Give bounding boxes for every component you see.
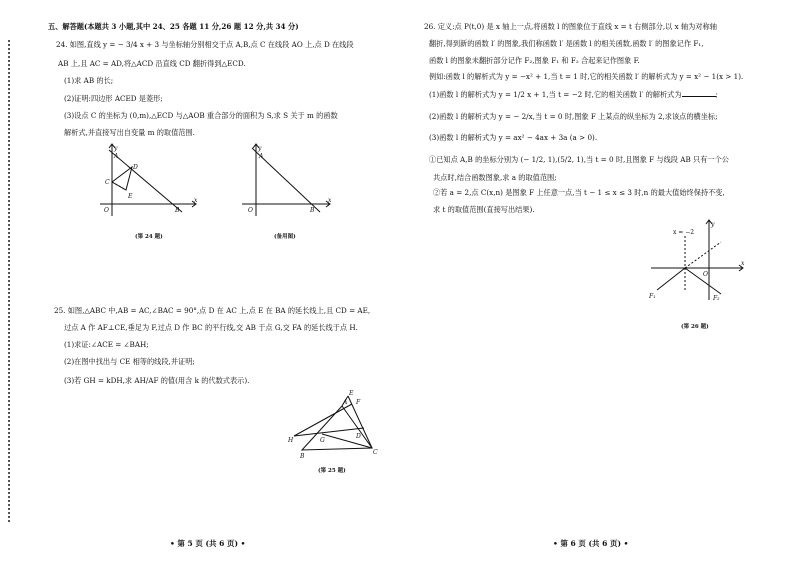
q26-line-11: 求 t 的取值范围(直接写出结果). xyxy=(433,205,535,214)
point-h-label: H xyxy=(288,437,294,444)
right-page xyxy=(397,0,794,562)
y-axis-label: y xyxy=(114,145,118,152)
q24-line-2: AB 上,且 AC = AD,将△ACD 沿直线 CD 翻折得到△ECD. xyxy=(58,59,246,68)
q25-line-5: (3)若 GH = kDH,求 AH/AF 的值(用含 k 的代数式表示). xyxy=(64,376,250,385)
q24-backup-figure xyxy=(238,142,334,220)
q26-line-5 xyxy=(429,90,718,99)
x-axis-label: x xyxy=(328,197,332,204)
point-a-label: A xyxy=(259,153,264,160)
point-d-label: D xyxy=(356,433,361,440)
x-axis-label: x xyxy=(194,197,198,204)
q26-line-7: (3)函数 l 的解析式为 y = ax² − 4ax + 3a (a > 0). xyxy=(429,133,598,142)
left-page-footer: • 第 5 页 (共 6 页) • xyxy=(170,539,246,548)
origin-label: O xyxy=(104,207,109,214)
q24-backup-caption: (备用图) xyxy=(274,234,296,240)
q25-line-3: (1)求证:∠ACE = ∠BAH; xyxy=(64,340,149,349)
q25-line-4: (2)在图中找出与 CE 相等的线段,并证明; xyxy=(64,357,195,366)
point-c-label: C xyxy=(373,449,378,456)
point-b-label: B xyxy=(300,453,305,460)
q24-figure-caption: (第 24 题) xyxy=(135,234,163,240)
point-f-label: F xyxy=(356,399,361,406)
q25-line-2: 过点 A 作 AF⊥CE,垂足为 F,过点 D 作 BC 的平行线,交 AB 于点 G,交 FA 的延长线于点 H. xyxy=(64,323,358,332)
y-axis-label: y xyxy=(711,221,715,228)
point-e-label: E xyxy=(128,193,133,200)
q24-line-1: 24. 如图,直线 y = − 3/4 x + 3 与坐标轴分别相交于点 A,B,点 C 在线段 AO 上,点 D 在线段 xyxy=(56,40,354,49)
point-c-label: C xyxy=(105,179,110,186)
q26-line-9: 共点时,结合函数图象,求 a 的取值范围; xyxy=(433,173,557,182)
q26-line-8: ①已知点 A,B 的坐标分别为 (− 1/2, 1),(5/2, 1),当 t = 0 时,且图象 F 与线段 AB 只有一个公 xyxy=(429,155,729,164)
point-b-label: B xyxy=(175,207,180,214)
point-g-label: G xyxy=(320,437,325,444)
answer-blank xyxy=(682,90,716,97)
point-a-label: A xyxy=(114,153,119,160)
q26-line-2: 翻折,得到新的函数 l′ 的图象,我们称函数 l′ 是函数 l 的相关函数,函数 l′ 的图象记作 F₁, xyxy=(429,39,704,48)
binding-edge xyxy=(8,40,12,522)
q24-line-6: 解析式,并直接写出自变量 m 的取值范围. xyxy=(64,128,195,137)
q26-part-1-text: (1)函数 l 的解析式为 y = 1/2 x + 1,当 t = −2 时,它的相关函数 l′ 的解析式为 xyxy=(429,90,682,99)
f1-label: F₁ xyxy=(649,293,656,300)
vertical-line-label: x = −2 xyxy=(673,229,695,236)
q26-line-4: 例如:函数 l 的解析式为 y = −x² + 1,当 t = 1 时,它的相关函数 l′ 的解析式为 y = x² − 1(x > 1). xyxy=(429,72,744,81)
q25-line-1: 25. 如图,△ABC 中,AB = AC,∠BAC = 90°,点 D 在 AC 上,点 E 在 BA 的延长线上,且 CD = AE, xyxy=(54,306,371,315)
point-e-label: E xyxy=(349,390,354,397)
q26-part-1-end: ; xyxy=(715,90,718,99)
section-title: 五、解答题(本题共 3 小题,其中 24、25 各题 11 分,26 题 12 分,共 34 分) xyxy=(48,22,299,31)
x-axis-label: x xyxy=(741,260,745,267)
q26-line-3: 函数 l 的图象未翻折部分记作 F₂,图象 F₁ 和 F₂ 合起来记作图象 F. xyxy=(429,56,640,65)
q26-line-10: ②若 a = 2,点 C(x,n) 是图象 F 上任意一点,当 t − 1 ≤ x ≤ 3 时,n 的最大值始终保持不变, xyxy=(433,188,725,197)
q24-line-3: (1)求 AB 的长; xyxy=(64,76,114,85)
q24-line-5: (3)设点 C 的坐标为 (0,m),△ECD 与△AOB 重合部分的面积为 S,求 S 关于 m 的函数 xyxy=(64,111,338,120)
y-axis-label: y xyxy=(258,145,262,152)
q26-figure xyxy=(647,218,747,302)
q24-figure xyxy=(96,142,200,220)
q25-figure xyxy=(286,388,382,460)
q25-figure-caption: (第 25 题) xyxy=(318,468,346,474)
origin-label: O xyxy=(248,207,253,214)
right-page-footer: • 第 6 页 (共 6 页) • xyxy=(553,539,629,548)
f2-label: F₂ xyxy=(713,295,720,302)
origin-label: O xyxy=(703,271,708,278)
q26-line-6: (2)函数 l 的解析式为 y = − 2/x,当 t = 0 时,图象 F 上某点的纵坐标为 2,求该点的横坐标; xyxy=(429,112,718,121)
q26-figure-caption: (第 26 题) xyxy=(681,324,709,330)
q26-line-1: 26. 定义:点 P(t,0) 是 x 轴上一点,将函数 l 的图象位于直线 x = t 右侧部分,以 x 轴为对称轴 xyxy=(424,22,717,31)
q24-line-4: (2)证明:四边形 ACED 是菱形; xyxy=(64,94,163,103)
point-d-label: D xyxy=(133,164,138,171)
point-b-label: B xyxy=(310,207,315,214)
point-a-label: A xyxy=(343,399,348,406)
